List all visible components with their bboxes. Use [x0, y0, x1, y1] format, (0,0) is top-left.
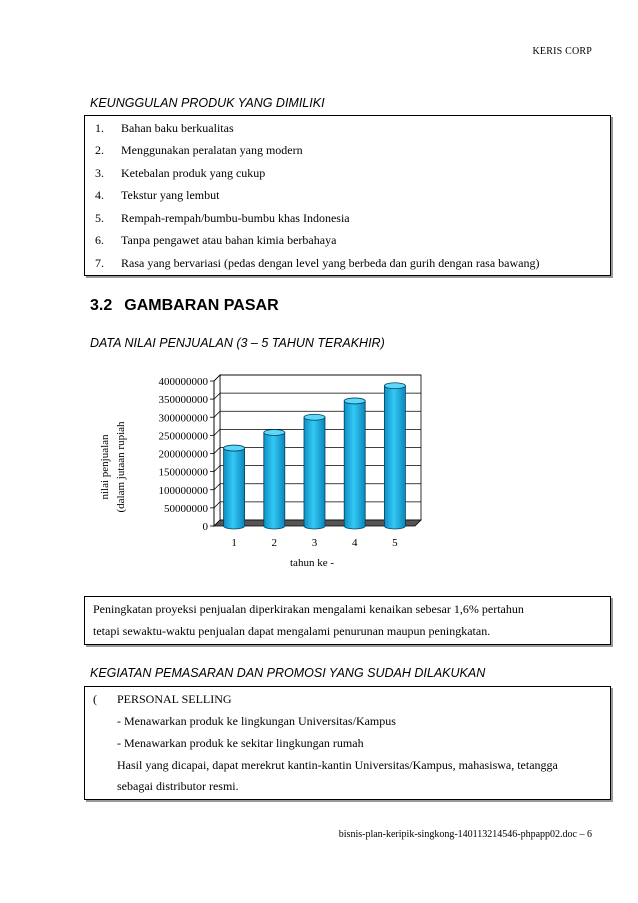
list-item: 7. Rasa yang bervariasi (pedas dengan level yang berbeda dan gurih dengan rasa bawang)	[95, 256, 540, 270]
y-tick-label: 250000000	[158, 430, 208, 443]
bar-body	[304, 417, 325, 529]
projection-box	[84, 596, 611, 645]
x-axis-label: tahun ke -	[290, 557, 334, 569]
advantages-heading: KEUNGGULAN PRODUK YANG DIMILIKI	[90, 96, 325, 110]
list-item: 5. Rempah-rempah/bumbu-bumbu khas Indonesia	[95, 211, 350, 225]
personal-selling-title: PERSONAL SELLING	[117, 692, 232, 706]
bar-body	[344, 401, 365, 529]
list-item: 2. Menggunakan peralatan yang modern	[95, 143, 303, 157]
bar-top	[304, 414, 325, 420]
x-tick-label: 1	[231, 537, 237, 549]
bar	[304, 414, 325, 529]
marketing-item: - Menawarkan produk ke sekitar lingkungan rumah	[117, 736, 364, 750]
list-item: 4. Tekstur yang lembut	[95, 188, 220, 202]
x-tick-label: 2	[271, 537, 278, 549]
y-tick-label: 400000000	[158, 376, 208, 388]
bar-body	[224, 448, 245, 529]
bullet-marker: (	[93, 692, 97, 706]
bar-top	[384, 383, 405, 389]
x-tick-label: 5	[392, 537, 398, 549]
y-tick-label: 150000000	[158, 466, 208, 479]
result-line-1: Hasil yang dicapai, dapat merekrut kantin-kantin Universitas/Kampus, mahasiswa, tetangga	[117, 758, 558, 772]
y-tick-label: 0	[202, 521, 208, 533]
bar-top	[224, 445, 245, 451]
list-item: 1. Bahan baku berkualitas	[95, 121, 234, 135]
projection-line-1: Peningkatan proyeksi penjualan diperkirakan mengalami kenaikan sebesar 1,6% pertahun	[93, 602, 524, 616]
y-tick-label: 350000000	[158, 394, 208, 407]
section-title: 3.2 GAMBARAN PASAR	[90, 297, 279, 314]
bar-body	[264, 432, 285, 529]
list-item: 3. Ketebalan produk yang cukup	[95, 166, 266, 180]
marketing-heading: KEGIATAN PEMASARAN DAN PROMOSI YANG SUDAH DILAKUKAN	[90, 666, 486, 680]
projection-line-2: tetapi sewaktu-waktu penjualan dapat mengalami penurunan maupun peningkatan.	[93, 624, 491, 638]
footer-filename: bisnis-plan-keripik-singkong-140113214546-phpapp02.doc – 6	[338, 829, 592, 840]
advantages-box	[84, 115, 611, 276]
sales-chart	[80, 365, 440, 585]
x-tick-label: 4	[351, 537, 358, 549]
bar-body	[384, 386, 405, 529]
bar	[264, 429, 285, 529]
list-item: 6. Tanpa pengawet atau bahan kimia berbahaya	[95, 233, 337, 247]
header-company: KERIS CORP	[532, 46, 592, 57]
y-tick-label: 300000000	[158, 412, 208, 425]
y-tick-label: 100000000	[158, 484, 208, 497]
marketing-item: - Menawarkan produk ke lingkungan Universitas/Kampus	[117, 714, 396, 728]
bar-top	[264, 429, 285, 435]
y-axis-label-1: nilai penjualan	[99, 434, 111, 500]
sales-heading: DATA NILAI PENJUALAN (3 – 5 TAHUN TERAKHIR)	[90, 336, 385, 350]
x-tick-label: 3	[311, 537, 318, 549]
bar	[344, 398, 365, 529]
result-line-2: sebagai distributor resmi.	[117, 779, 239, 793]
bar	[384, 383, 405, 529]
marketing-box	[84, 686, 611, 800]
y-tick-label: 200000000	[158, 448, 208, 461]
bar-top	[344, 398, 365, 404]
y-axis-label-2: (dalam jutaan rupiah	[115, 421, 127, 513]
y-tick-label: 50000000	[164, 502, 208, 515]
bar	[224, 445, 245, 529]
